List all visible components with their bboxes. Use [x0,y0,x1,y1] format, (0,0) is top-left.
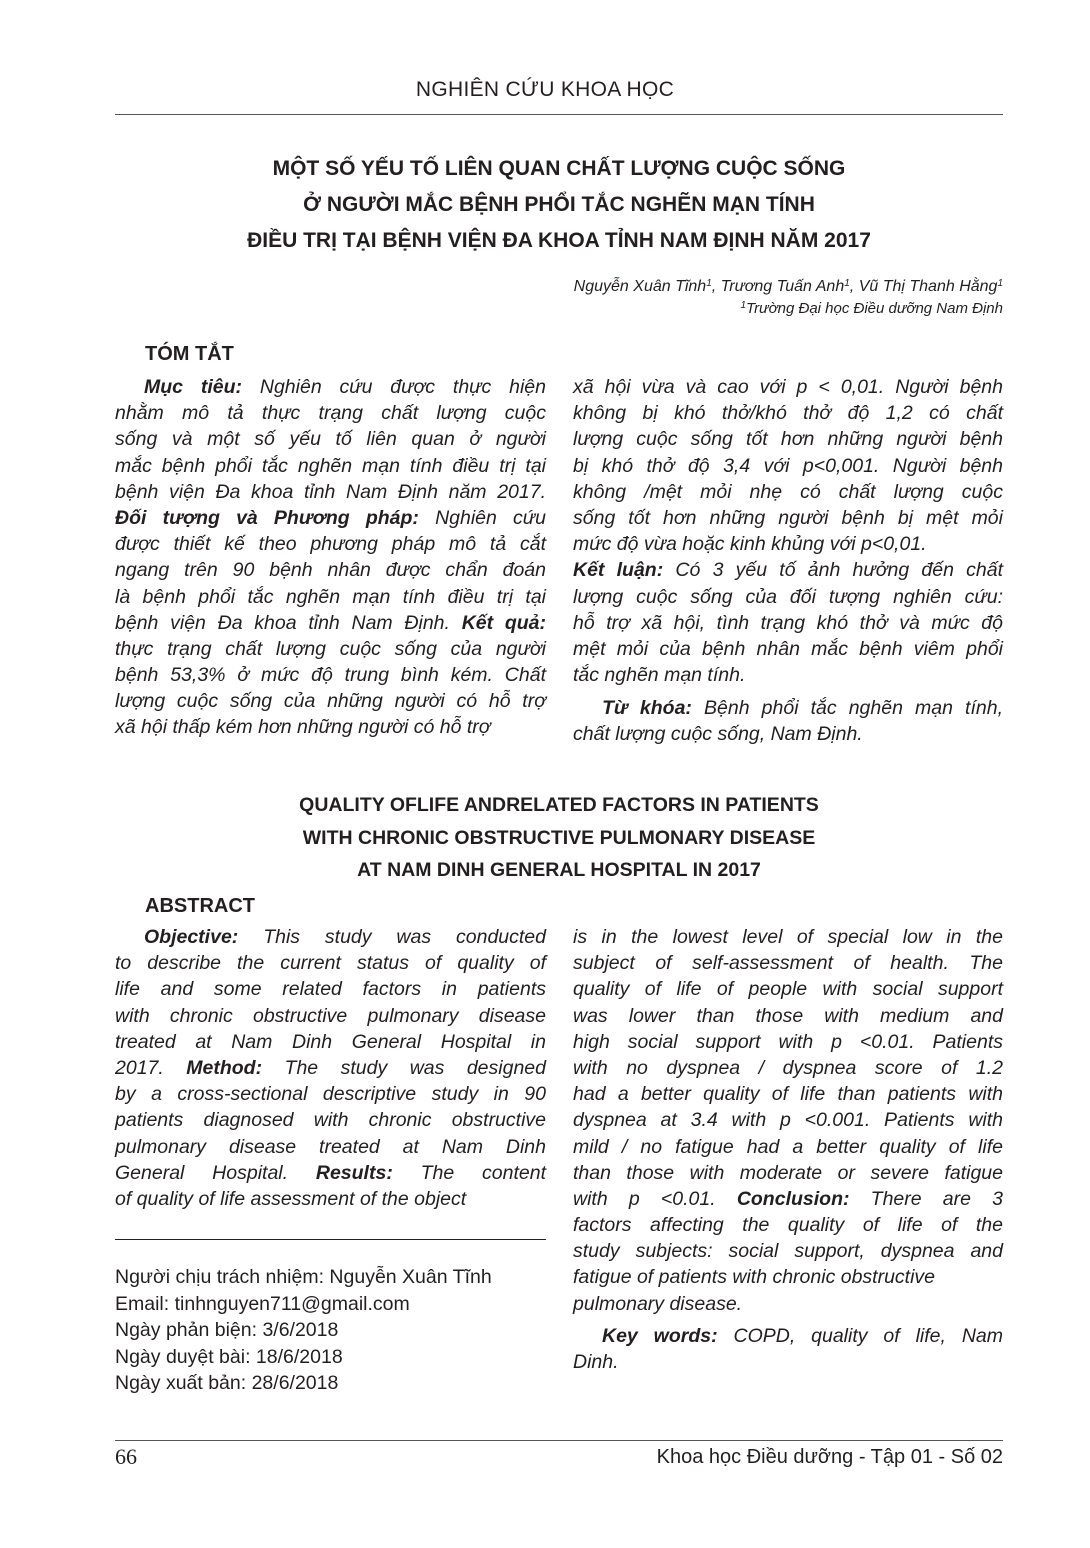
text-run: lượng cuộc sống của những người có hỗ trợ [115,690,546,713]
text-line [573,1264,1003,1290]
running-head: NGHIÊN CỨU KHOA HỌC [415,78,675,101]
text-run: mức độ vừa hoặc kinh khủng với p<0,01. [573,533,927,556]
text-run: Nghiên cứu [418,506,546,529]
title-en-line: WITH CHRONIC OBSTRUCTIVE PULMONARY DISEASE [302,826,816,849]
text-run: fatigue of patients with chronic obstructive [573,1266,936,1289]
affiliation-marker: 1 [997,278,1003,289]
text-run: mắc bệnh phổi tắc nghẽn mạn tính điều trị tại [115,454,546,477]
run-in-label: Kết luận: [573,559,664,582]
text-run: with p <0.01. [573,1187,737,1210]
text-run: study subjects: social support, dyspnea and [573,1240,1003,1263]
text-run: of quality of life assessment of the object [115,1187,467,1210]
affiliation-marker: 1 [706,278,712,289]
correspondence-footnote [115,1264,492,1397]
text-line [115,1107,546,1133]
text-run: tắc nghẽn mạn tính. [573,664,746,687]
text-line [573,610,1003,636]
title-vi-line: MỘT SỐ YẾU TỐ LIÊN QUAN CHẤT LƯỢNG CUỘC SỐNG [272,157,846,180]
approval-date: Ngày duyệt bài: 18/6/2018 [115,1345,343,1368]
text-line [115,1186,546,1212]
abstract-right-column [573,924,1003,1317]
text-run: xã hội vừa và cao với p < 0,01. Người bệnh [573,376,1003,398]
abstract-heading: ABSTRACT [145,895,255,917]
text-run: patients diagnosed with chronic obstructive [115,1109,546,1132]
run-in-label: Mục tiêu: [144,376,243,398]
text-line [115,505,546,531]
text-run: with chronic obstructive pulmonary disease [115,1004,546,1027]
text-line [573,1291,1003,1317]
text-line [115,976,546,1002]
text-line [115,453,546,479]
run-in-label: Key words: [602,1325,718,1347]
text-run: bệnh 53,3% ở mức độ trung bình kém. Chất [115,664,546,687]
affiliation-marker: 1 [844,278,850,289]
run-in-label: Từ khóa: [602,697,692,719]
title-vi [115,151,1003,259]
text-line [115,662,546,688]
text-line [573,374,1003,400]
text-line [115,584,546,610]
text-run: is in the lowest level of special low in the [573,926,1003,948]
text-run: high social support with p <0.01. Patients [573,1030,1003,1053]
text-run: nhằm mô tả thực trạng chất lượng cuộc [115,402,546,425]
text-line [573,695,1003,721]
text-line [115,1029,546,1055]
text-line [573,1107,1003,1133]
text-run: lượng cuộc sống tốt hơn những người bệnh [573,428,1003,451]
text-line [573,662,1003,688]
text-run: The study was designed [262,1056,546,1079]
author-name: Nguyễn Xuân Tĩnh [573,278,707,295]
run-in-label: Kết quả: [461,611,547,634]
responsible-author: Người chịu trách nhiệm: Nguyễn Xuân Tĩnh [115,1266,492,1288]
text-line [573,453,1003,479]
text-line [115,1003,546,1029]
text-line [573,1029,1003,1055]
text-run: had a better quality of life than patients with [573,1083,1003,1106]
text-run: by a cross-sectional descriptive study in 90 [115,1083,546,1106]
title-vi-line: ĐIỀU TRỊ TẠI BỆNH VIỆN ĐA KHOA TỈNH NAM ĐỊNH NĂM 2017 [247,229,871,252]
author-affiliation [574,298,1003,320]
text-run: This study was conducted [238,926,546,948]
affiliation-marker: 1 [740,300,747,311]
title-en [115,789,1003,887]
text-line [573,584,1003,610]
text-run: hỗ trợ xã hội, tình trạng khó thở và mức độ [573,611,1003,634]
text-run: chất lượng cuộc sống, Nam Định. [573,723,863,746]
text-line [573,1003,1003,1029]
text-run: Dinh. [573,1351,619,1374]
text-run: The content [392,1161,547,1184]
text-line [115,1160,546,1186]
text-line [573,531,1003,557]
text-run: COPD, quality of life, Nam [717,1325,1003,1347]
text-line [115,1081,546,1107]
text-line [573,1349,1003,1375]
text-run: mild / no fatigue had a better quality of life [573,1135,1003,1158]
text-run: life and some related factors in patients [115,978,546,1001]
text-line [573,426,1003,452]
text-run: subject of self-assessment of health. The [573,952,1003,975]
text-run: There are 3 [849,1187,1003,1210]
text-line [115,610,546,636]
summary-keywords [573,695,1003,747]
text-run: quality of life of people with social support [573,978,1003,1001]
text-line [115,426,546,452]
text-line [573,636,1003,662]
text-line [573,950,1003,976]
run-in-label: Objective: [144,926,239,948]
text-line [573,1238,1003,1264]
text-line [115,636,546,662]
text-run: sống tốt hơn những người bệnh bị mệt mỏi [573,506,1003,529]
text-run: was lower than those with medium and [573,1004,1003,1027]
text-line [573,1134,1003,1160]
publication-date: Ngày xuất bản: 28/6/2018 [115,1372,339,1395]
run-in-label: Conclusion: [736,1187,850,1210]
author-name: Trương Tuấn Anh [720,278,845,295]
author-block [574,276,1003,320]
text-line [115,400,546,426]
text-run: 2017. [115,1056,187,1079]
text-run: mệt mỏi của bệnh nhân mắc bệnh viêm phổi [573,637,1003,660]
text-run: Có 3 yếu tố ảnh hưởng đến chất [663,559,1003,582]
text-run: bệnh viện Đa khoa tỉnh Nam Định. [115,611,462,634]
text-run: xã hội thấp kém hơn những người có hỗ trợ [115,716,491,739]
text-line [115,531,546,557]
text-line [115,1055,546,1081]
text-line [115,1134,546,1160]
title-en-line: QUALITY OFLIFE ANDRELATED FACTORS IN PATIENTS [299,794,819,816]
text-line [115,479,546,505]
text-line [115,374,546,400]
text-run: Nghiên cứu được thực hiện [242,376,546,398]
text-line [573,505,1003,531]
text-line [573,1081,1003,1107]
header-rule [115,114,1003,115]
text-run: treated at Nam Dinh General Hospital in [115,1030,546,1053]
text-run: pulmonary disease. [573,1292,743,1315]
text-line [573,721,1003,747]
text-line [115,924,546,950]
text-line [573,1055,1003,1081]
text-line [115,714,546,740]
text-run: ngang trên 90 bệnh nhân được chẩn đoán [115,559,546,582]
text-line [573,1186,1003,1212]
text-run: bệnh viện Đa khoa tỉnh Nam Định năm 2017. [115,480,546,503]
run-in-label: Đối tượng và Phương pháp: [115,506,419,529]
text-line [573,924,1003,950]
text-line [115,557,546,583]
text-run: thực trạng chất lượng cuộc sống của người [115,637,546,660]
page-number: 66 [115,1444,137,1469]
text-run: dyspnea at 3.4 with p <0.001. Patients with [573,1109,1003,1132]
text-run: là bệnh phổi tắc nghẽn mạn tính điều trị tại [115,585,546,608]
title-en-line: AT NAM DINH GENERAL HOSPITAL IN 2017 [357,859,761,881]
text-run: with no dyspnea / dyspnea score of 1.2 [573,1056,1003,1079]
text-run: được thiết kế theo phương pháp mô tả cắt [115,533,546,556]
text-line [573,1212,1003,1238]
text-run: không bị khó thở/khó thở độ 1,2 có chất [573,402,1003,425]
journal-name: Khoa học Điều dưỡng - Tập 01 - Số 02 [656,1446,1003,1468]
summary-heading: TÓM TẮT [145,343,234,365]
text-run: không /mệt mỏi nhẹ có chất lượng cuộc [573,480,1003,503]
run-in-label: Method: [186,1056,263,1079]
text-run: General Hospital. [115,1161,316,1184]
abstract-keywords [573,1323,1003,1375]
text-run: bị khó thở độ 3,4 với p<0,001. Người bệnh [573,454,1003,477]
summary-left-column [115,374,546,741]
footer-rule [115,1440,1003,1441]
author-list: Nguyễn Xuân Tĩnh$^1$, Trương Tuấn Anh$^1$, Vũ Thị Thanh Hằng$^1$ [573,278,1003,295]
text-run: Bệnh phổi tắc nghẽn mạn tính, [691,697,1003,719]
run-in-label: Results: [315,1161,393,1184]
text-run: pulmonary disease treated at Nam Dinh [115,1135,546,1158]
text-line [573,976,1003,1002]
summary-right-column [573,374,1003,688]
text-line [573,1160,1003,1186]
footnote-rule [115,1239,546,1240]
text-line [573,400,1003,426]
text-line [115,688,546,714]
abstract-left-column [115,924,546,1212]
text-run: factors affecting the quality of life of the [573,1214,1003,1237]
title-vi-line: Ở NGƯỜI MẮC BỆNH PHỔI TẮC NGHẼN MẠN TÍNH [303,193,815,216]
text-line [573,557,1003,583]
text-line [573,1323,1003,1349]
text-line [573,479,1003,505]
review-date: Ngày phản biện: 3/6/2018 [115,1319,339,1342]
author-email: Email: tinhnguyen711@gmail.com [115,1292,410,1315]
text-run: than those with moderate or severe fatigue [573,1161,1003,1184]
text-run: sống và một số yếu tố liên quan ở người [115,428,546,451]
text-run: to describe the current status of quality of [115,952,546,975]
text-line [115,950,546,976]
author-name: Vũ Thị Thanh Hằng [858,278,998,295]
text-run: lượng cuộc sống của đối tượng nghiên cứu: [573,585,1003,608]
affiliation-text: Trường Đại học Điều dưỡng Nam Định [746,300,1003,317]
